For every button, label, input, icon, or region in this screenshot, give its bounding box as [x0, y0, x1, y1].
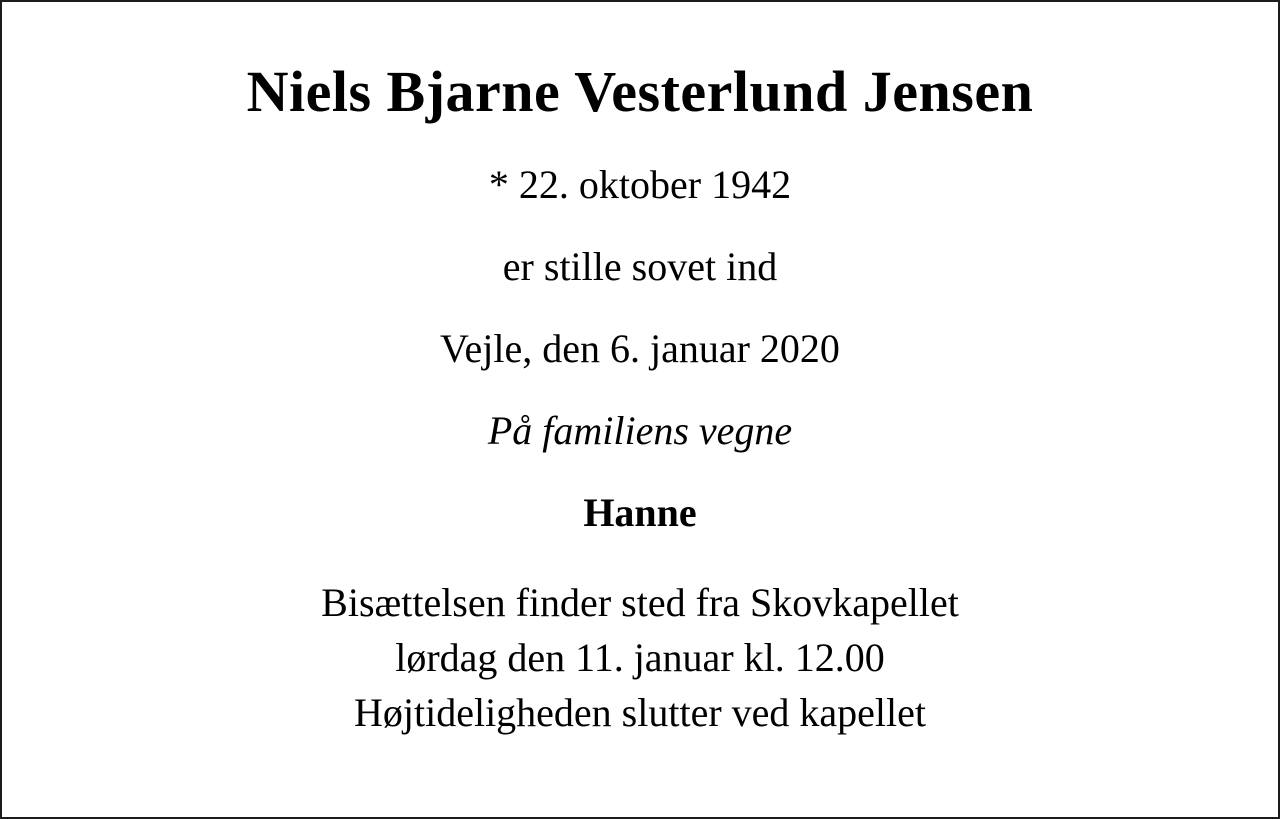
place-and-date-line: Vejle, den 6. januar 2020 — [440, 325, 840, 371]
ceremony-line: Højtideligheden slutter ved kapellet — [353, 689, 927, 735]
birth-date-line: * 22. oktober 1942 — [488, 161, 792, 207]
ceremony-details — [2, 575, 1278, 740]
deceased-name: Niels Bjarne Vesterlund Jensen — [246, 59, 1034, 124]
signature-name: Hanne — [583, 489, 697, 535]
on-behalf-line: På familiens vegne — [487, 407, 793, 453]
ceremony-line: Bisættelsen finder sted fra Skovkapellet — [321, 579, 959, 625]
death-statement-line: er stille sovet ind — [502, 243, 778, 289]
ceremony-line: lørdag den 11. januar kl. 12.00 — [395, 634, 885, 680]
